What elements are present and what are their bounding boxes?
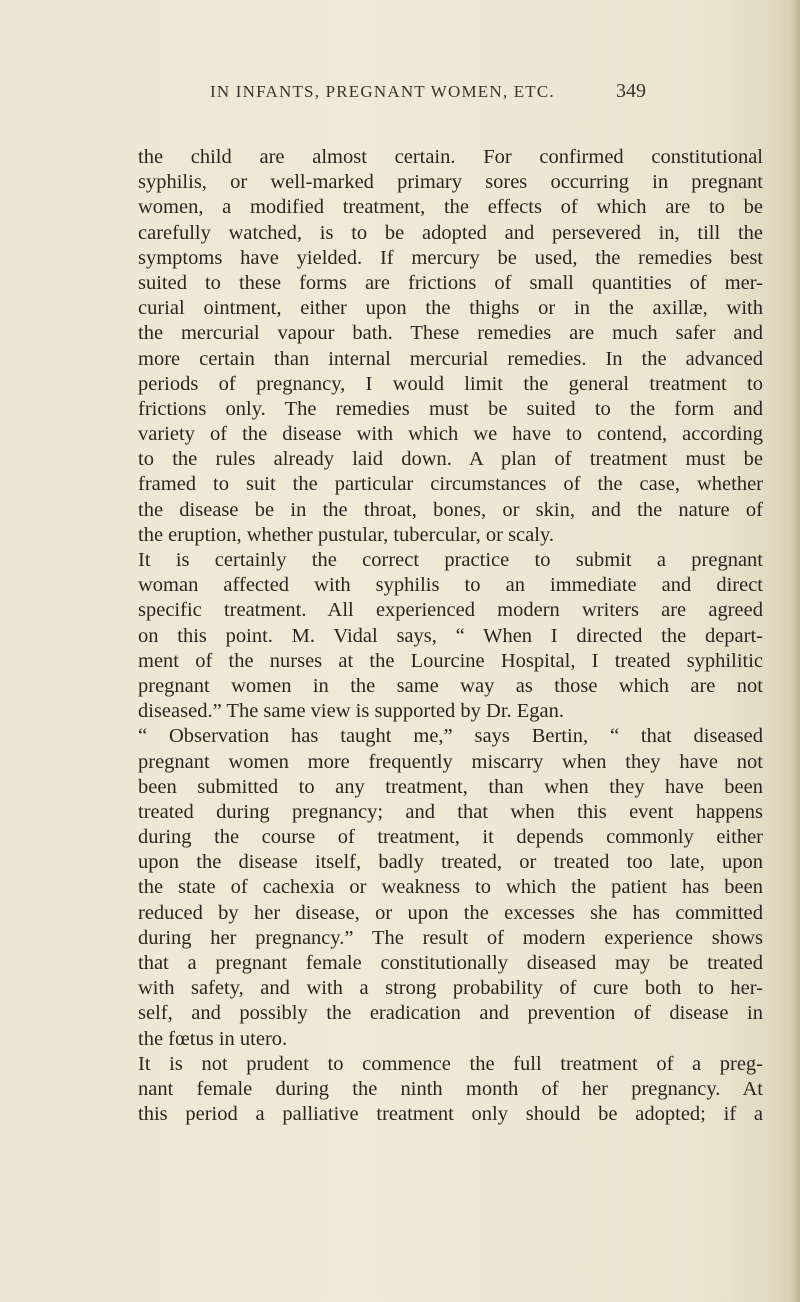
- text-line: the fœtus in utero.: [138, 1027, 288, 1050]
- text-line: self, and possibly the eradication and prevention of disease in: [138, 1002, 763, 1025]
- text-line: the mercurial vapour bath. These remedies are much safer and: [138, 322, 763, 345]
- text-line: specific treatment. All experienced modern writers are agreed: [138, 599, 763, 622]
- text-line: during the course of treatment, it depends commonly either: [138, 826, 763, 849]
- text-line: on this point. M. Vidal says, “ When I directed the depart-: [138, 624, 763, 647]
- text-line: frictions only. The remedies must be suited to the form and: [138, 397, 763, 420]
- text-line: reduced by her disease, or upon the excesses she has committed: [138, 901, 763, 924]
- text-line: diseased.” The same view is supported by Dr. Egan.: [138, 700, 565, 723]
- text-line: syphilis, or well-marked primary sores occurring in pregnant: [138, 171, 763, 194]
- text-line: ment of the nurses at the Lourcine Hospital, I treated syphilitic: [138, 649, 763, 672]
- text-line: pregnant women more frequently miscarry when they have not: [138, 750, 763, 773]
- text-line: carefully watched, is to be adopted and persevered in, till the: [138, 221, 763, 244]
- text-line: that a pregnant female constitutionally diseased may be treated: [138, 952, 763, 974]
- body-text: [138, 145, 763, 1127]
- text-line: this period a palliative treatment only should be adopted; if a: [138, 1103, 763, 1126]
- text-line: more certain than internal mercurial remedies. In the advanced: [138, 347, 763, 370]
- text-line: during her pregnancy.” The result of modern experience shows: [138, 926, 763, 949]
- text-line: symptoms have yielded. If mercury be used, the remedies best: [138, 246, 763, 269]
- text-line: the eruption, whether pustular, tubercular, or scaly.: [138, 523, 554, 546]
- text-line: woman affected with syphilis to an immediate and direct: [138, 574, 763, 597]
- text-line: treated during pregnancy; and that when this event happens: [138, 800, 763, 823]
- paragraph-start: It is certainly the correct practice to submit a pregnant: [138, 549, 763, 571]
- text-line: been submitted to any treatment, than when they have been: [138, 775, 763, 798]
- text-line: the state of cachexia or weakness to which the patient has been: [138, 876, 763, 899]
- text-line: nant female during the ninth month of her pregnancy. At: [138, 1077, 763, 1100]
- page-edge: [785, 0, 800, 1302]
- text-line: curial ointment, either upon the thighs or in the axillæ, with: [138, 297, 763, 320]
- text-line: periods of pregnancy, I would limit the general treatment to: [138, 372, 763, 395]
- paragraph-start: “ Observation has taught me,” says Bertin, “ that diseased: [138, 725, 763, 748]
- running-head: IN INFANTS, PREGNANT WOMEN, ETC.: [210, 82, 555, 101]
- paragraph-start: It is not prudent to commence the full treatment of a preg-: [138, 1052, 763, 1075]
- page-number: 349: [616, 80, 646, 102]
- text-line: upon the disease itself, badly treated, or treated too late, upon: [138, 851, 763, 874]
- text-line: women, a modified treatment, the effects of which are to be: [138, 196, 763, 219]
- text-line: framed to suit the particular circumstances of the case, whether: [138, 473, 763, 496]
- text-line: the disease be in the throat, bones, or skin, and the nature of: [138, 498, 763, 521]
- text-line: variety of the disease with which we have to contend, according: [138, 423, 763, 446]
- text-line: suited to these forms are frictions of small quantities of mer-: [138, 271, 763, 294]
- text-line: the child are almost certain. For confirmed constitutional: [138, 146, 763, 168]
- text-line: pregnant women in the same way as those which are not: [138, 674, 763, 697]
- text-line: with safety, and with a strong probability of cure both to her-: [138, 977, 763, 1000]
- text-line: to the rules already laid down. A plan of treatment must be: [138, 448, 763, 471]
- page-header: [0, 82, 800, 122]
